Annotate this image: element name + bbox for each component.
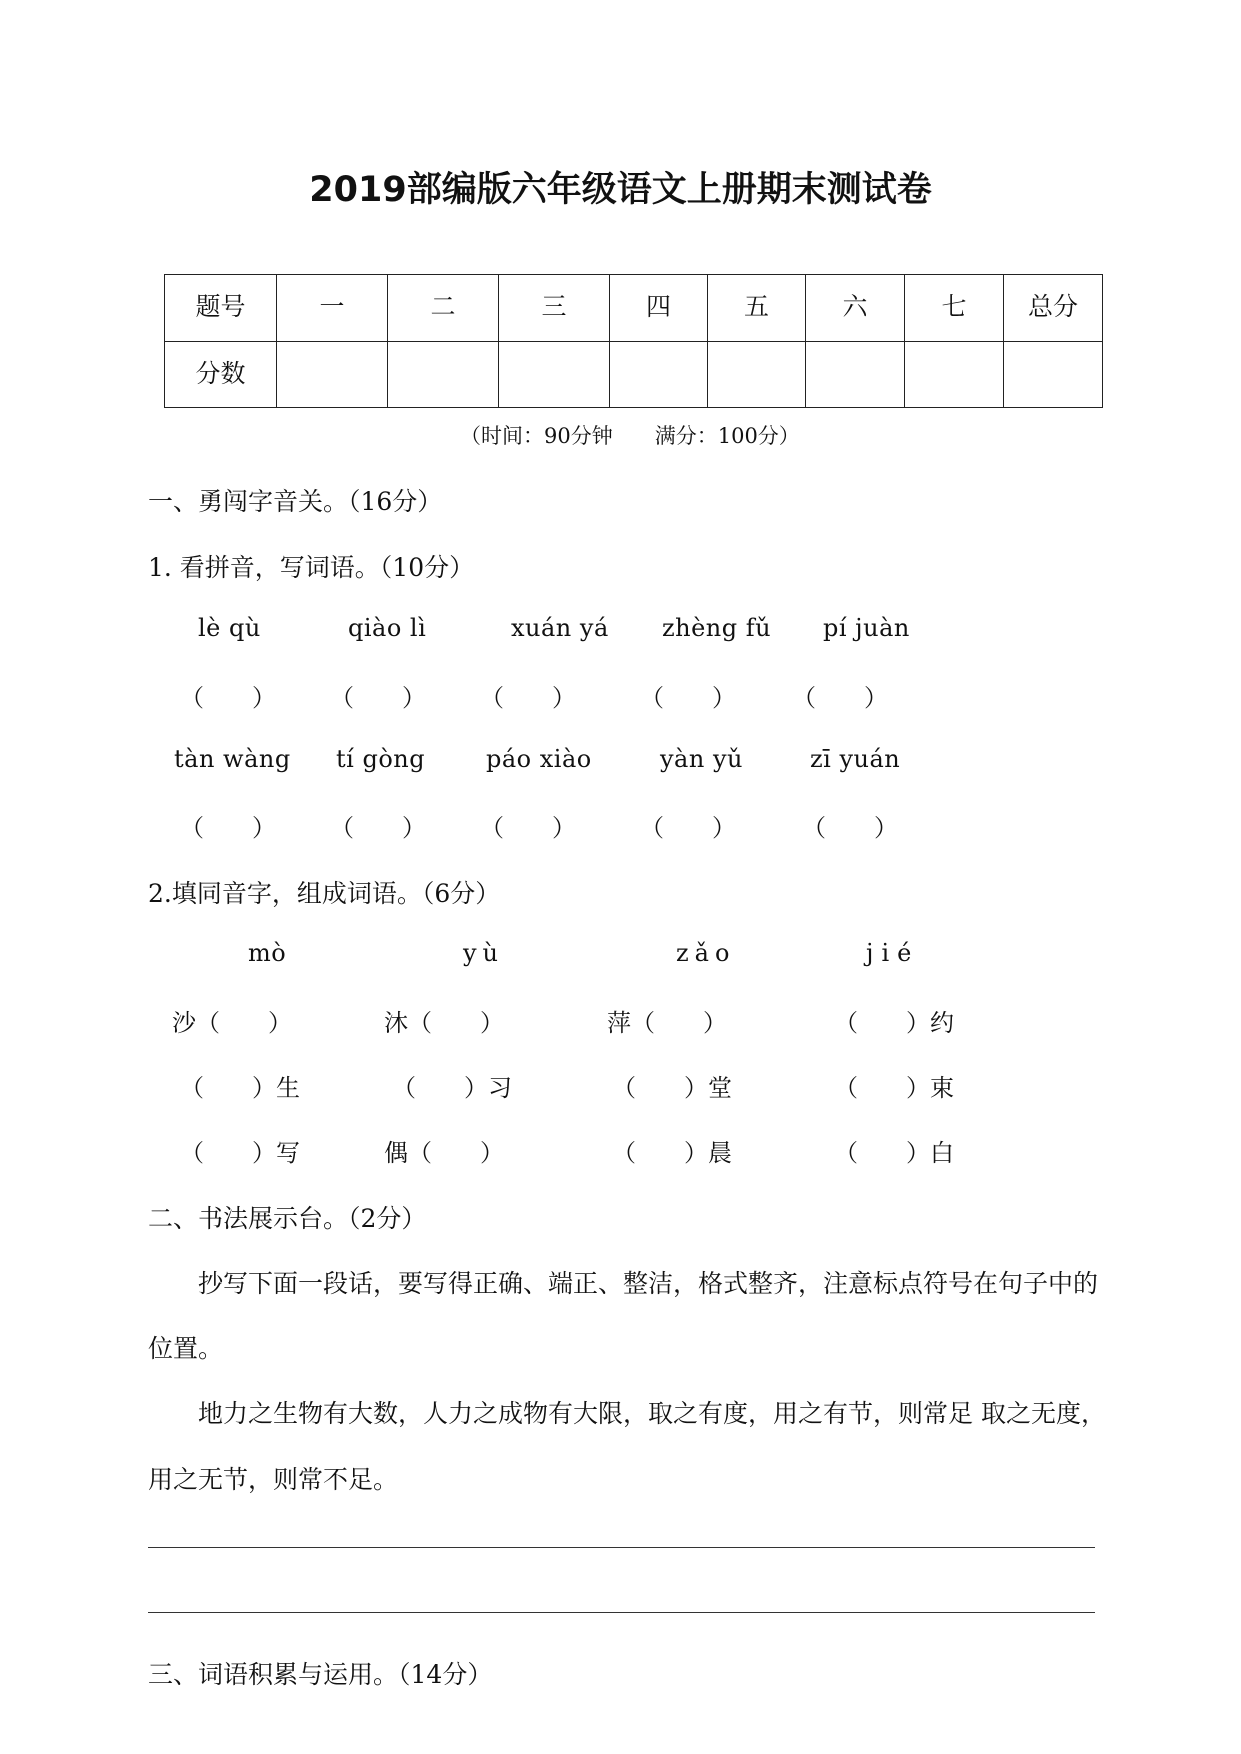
score-table-cell: 总分 xyxy=(1004,275,1103,342)
score-input-cell[interactable] xyxy=(499,342,610,408)
homophone-item[interactable]: （ ）习 xyxy=(392,1074,512,1102)
score-table-cell: 一 xyxy=(277,275,388,342)
score-table-header-row xyxy=(165,275,1103,342)
passage-text: 地力之生物有大数，人力之成物有大限，取之有度，用之有节，则常足 取之无度， xyxy=(198,1399,1106,1428)
pinyin-item: yàn yǔ xyxy=(660,745,743,773)
pinyin-item: tàn wàng xyxy=(174,745,291,773)
score-table-cell: 三 xyxy=(499,275,610,342)
section-3-heading: 三、词语积累与运用。（14分） xyxy=(148,1660,493,1689)
homophone-item[interactable]: （ ）写 xyxy=(180,1139,300,1167)
score-table-cell: 题号 xyxy=(165,275,277,342)
score-input-cell[interactable] xyxy=(610,342,708,408)
instruction-text: 位置。 xyxy=(148,1334,224,1363)
answer-blank[interactable]: （ ） xyxy=(180,814,276,842)
homophone-item[interactable]: 萍（ ） xyxy=(607,1009,727,1037)
homophone-item[interactable]: （ ）白 xyxy=(834,1139,954,1167)
answer-blank[interactable]: （ ） xyxy=(640,814,736,842)
writing-line[interactable] xyxy=(148,1612,1095,1613)
pinyin-item: tí gòng xyxy=(336,745,426,773)
score-table-cell: 五 xyxy=(708,275,806,342)
pinyin-item: jié xyxy=(866,939,920,967)
score-input-cell[interactable] xyxy=(806,342,905,408)
homophone-item[interactable]: 偶（ ） xyxy=(384,1139,504,1167)
homophone-item[interactable]: （ ）晨 xyxy=(612,1139,732,1167)
pinyin-item: lè qù xyxy=(198,614,261,642)
pinyin-item: xuán yá xyxy=(511,614,609,642)
homophone-item[interactable]: （ ）堂 xyxy=(612,1074,732,1102)
exam-info: （时间：90分钟 满分：100分） xyxy=(460,424,800,448)
writing-line[interactable] xyxy=(148,1547,1095,1548)
score-table-cell: 二 xyxy=(388,275,499,342)
section-1-heading: 一、勇闯字音关。（16分） xyxy=(148,487,443,516)
pinyin-item: qiào lì xyxy=(348,614,427,642)
answer-blank[interactable]: （ ） xyxy=(480,814,576,842)
homophone-item[interactable]: 沐（ ） xyxy=(384,1009,504,1037)
answer-blank[interactable]: （ ） xyxy=(330,814,426,842)
score-input-cell[interactable] xyxy=(708,342,806,408)
score-table-cell: 四 xyxy=(610,275,708,342)
score-table-cell: 六 xyxy=(806,275,905,342)
answer-blank[interactable]: （ ） xyxy=(640,684,736,712)
answer-blank[interactable]: （ ） xyxy=(480,684,576,712)
homophone-item[interactable]: （ ）生 xyxy=(180,1074,300,1102)
question-1-heading: 1. 看拼音，写词语。（10分） xyxy=(148,553,475,582)
pinyin-item: páo xiào xyxy=(486,745,592,773)
answer-blank[interactable]: （ ） xyxy=(330,684,426,712)
score-table-score-row xyxy=(165,342,1103,408)
homophone-item[interactable]: （ ）约 xyxy=(834,1009,954,1037)
answer-blank[interactable]: （ ） xyxy=(802,814,898,842)
pinyin-item: zī yuán xyxy=(810,745,901,773)
section-2-heading: 二、书法展示台。（2分） xyxy=(148,1204,427,1233)
score-row-label: 分数 xyxy=(165,342,277,408)
score-input-cell[interactable] xyxy=(388,342,499,408)
pinyin-item: zhèng fǔ xyxy=(662,614,772,642)
instruction-text: 抄写下面一段话，要写得正确、端正、整洁，格式整齐，注意标点符号在句子中的 xyxy=(198,1269,1099,1298)
score-input-cell[interactable] xyxy=(905,342,1004,408)
pinyin-item: zǎo xyxy=(676,939,736,967)
homophone-item[interactable]: 沙（ ） xyxy=(172,1009,292,1037)
pinyin-item: pí juàn xyxy=(823,614,910,642)
score-input-cell[interactable] xyxy=(277,342,388,408)
score-table-cell: 七 xyxy=(905,275,1004,342)
pinyin-item: mò xyxy=(248,939,287,967)
answer-blank[interactable]: （ ） xyxy=(792,684,888,712)
score-table xyxy=(164,274,1103,408)
score-input-cell[interactable] xyxy=(1004,342,1103,408)
exam-title: 2019部编版六年级语文上册期末测试卷 xyxy=(309,170,932,210)
passage-text: 用之无节，则常不足。 xyxy=(148,1465,399,1494)
homophone-item[interactable]: （ ）束 xyxy=(834,1074,954,1102)
pinyin-item: yù xyxy=(463,939,505,967)
answer-blank[interactable]: （ ） xyxy=(180,684,276,712)
question-2-heading: 2.填同音字，组成词语。（6分） xyxy=(148,879,501,908)
